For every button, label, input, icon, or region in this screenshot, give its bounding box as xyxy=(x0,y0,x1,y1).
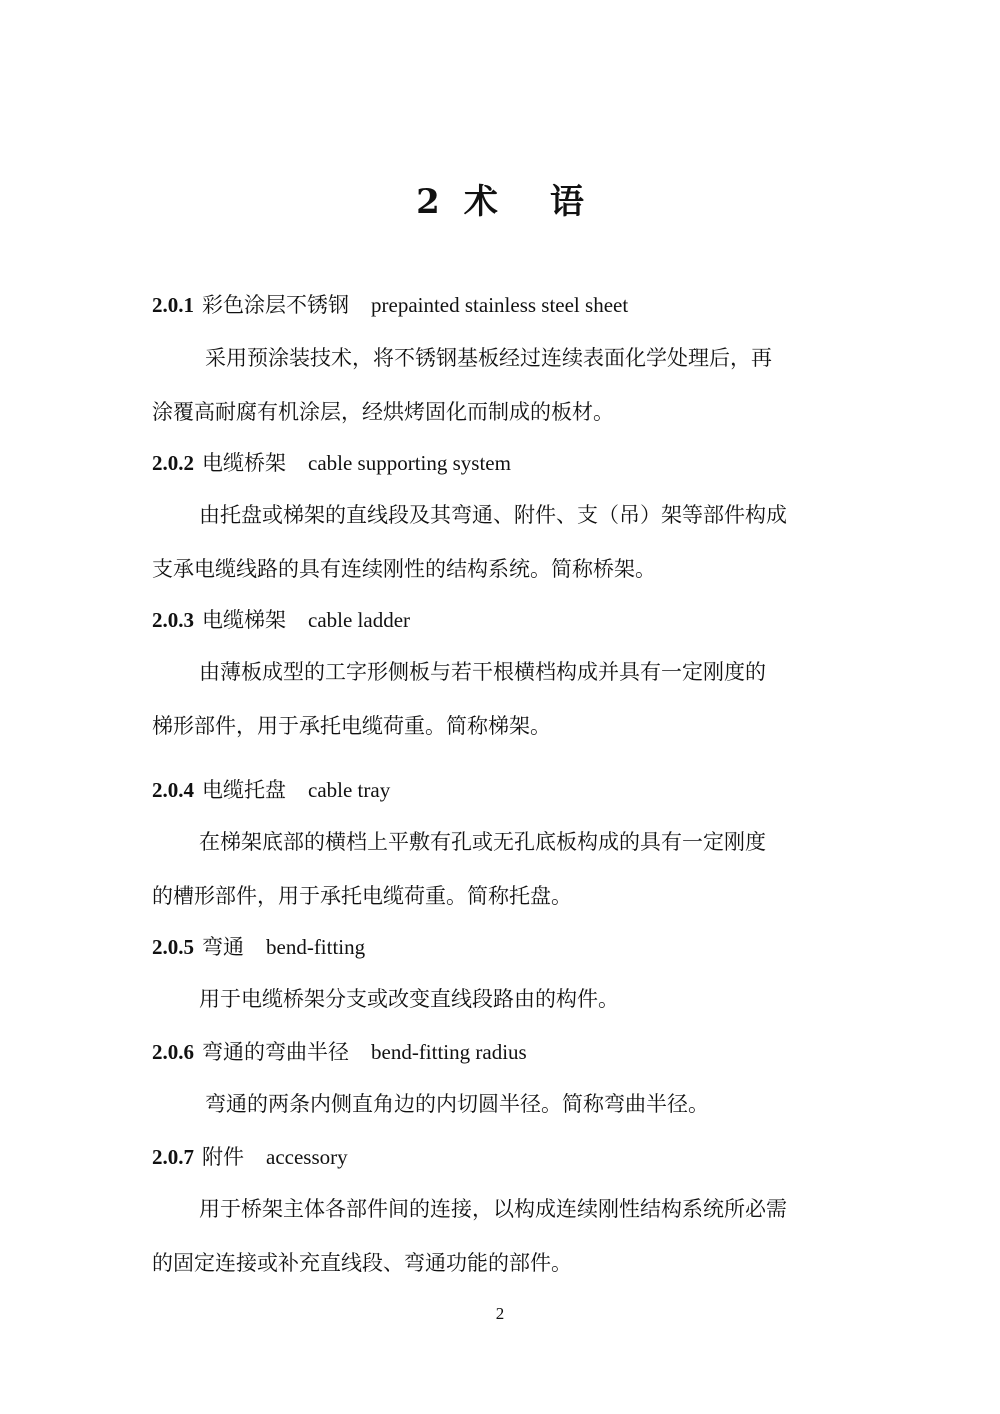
definition-line: 的固定连接或补充直线段、弯通功能的部件。 xyxy=(152,1251,572,1275)
term-number: 2.0.2 xyxy=(152,451,194,475)
term-number: 2.0.1 xyxy=(152,293,194,317)
term-definition-2-0-1 xyxy=(152,343,852,451)
term-heading-2-0-6 xyxy=(152,1037,527,1067)
chapter-title-char-2: 语 xyxy=(549,182,584,222)
term-english: prepainted stainless steel sheet xyxy=(371,293,629,317)
term-english: cable tray xyxy=(308,778,391,802)
term-number: 2.0.3 xyxy=(152,608,194,632)
term-chinese: 彩色涂层不锈钢 xyxy=(202,293,349,317)
term-definition-2-0-3 xyxy=(152,657,852,765)
term-english: accessory xyxy=(266,1145,348,1169)
term-number: 2.0.7 xyxy=(152,1145,194,1169)
term-chinese: 电缆梯架 xyxy=(202,608,286,632)
definition-line: 梯形部件，用于承托电缆荷重。简称梯架。 xyxy=(152,714,551,738)
term-heading-2-0-2 xyxy=(152,448,511,478)
term-english: cable supporting system xyxy=(308,451,511,475)
term-english: bend-fitting xyxy=(266,935,366,959)
definition-line: 用于桥架主体各部件间的连接，以构成连续刚性结构系统所必需 xyxy=(199,1197,787,1221)
term-definition-2-0-2 xyxy=(152,500,852,608)
definition-line: 在梯架底部的横档上平敷有孔或无孔底板构成的具有一定刚度 xyxy=(199,830,766,854)
term-heading-2-0-1 xyxy=(152,290,628,320)
term-heading-2-0-3 xyxy=(152,605,410,635)
chapter-title xyxy=(0,176,1000,228)
term-definition-2-0-6 xyxy=(152,1089,852,1143)
term-number: 2.0.5 xyxy=(152,935,194,959)
term-chinese: 电缆桥架 xyxy=(202,451,286,475)
term-definition-2-0-7 xyxy=(152,1194,852,1302)
term-chinese: 弯通 xyxy=(202,935,244,959)
definition-line: 的槽形部件，用于承托电缆荷重。简称托盘。 xyxy=(152,884,572,908)
term-chinese: 附件 xyxy=(202,1145,244,1169)
chapter-number: 2 xyxy=(416,182,440,222)
term-definition-2-0-5 xyxy=(152,984,852,1038)
term-definition-2-0-4 xyxy=(152,827,852,935)
definition-line: 涂覆高耐腐有机涂层，经烘烤固化而制成的板材。 xyxy=(152,400,614,424)
definition-line: 由薄板成型的工字形侧板与若干根横档构成并具有一定刚度的 xyxy=(199,660,766,684)
definition-line: 支承电缆线路的具有连续刚性的结构系统。简称桥架。 xyxy=(152,557,656,581)
term-english: cable ladder xyxy=(308,608,411,632)
definition-line: 采用预涂装技术，将不锈钢基板经过连续表面化学处理后，再 xyxy=(205,346,772,370)
page-number: 2 xyxy=(495,1304,505,1323)
term-heading-2-0-7 xyxy=(152,1142,348,1172)
term-heading-2-0-5 xyxy=(152,932,365,962)
definition-line: 用于电缆桥架分支或改变直线段路由的构件。 xyxy=(199,987,619,1011)
term-number: 2.0.4 xyxy=(152,778,194,802)
definition-line: 弯通的两条内侧直角边的内切圆半径。简称弯曲半径。 xyxy=(205,1092,709,1116)
term-chinese: 电缆托盘 xyxy=(202,778,286,802)
chapter-title-char-1: 术 xyxy=(463,182,498,222)
definition-line: 由托盘或梯架的直线段及其弯通、附件、支（吊）架等部件构成 xyxy=(199,503,787,527)
term-heading-2-0-4 xyxy=(152,775,390,805)
term-english: bend-fitting radius xyxy=(371,1040,527,1064)
term-number: 2.0.6 xyxy=(152,1040,194,1064)
term-chinese: 弯通的弯曲半径 xyxy=(202,1040,349,1064)
